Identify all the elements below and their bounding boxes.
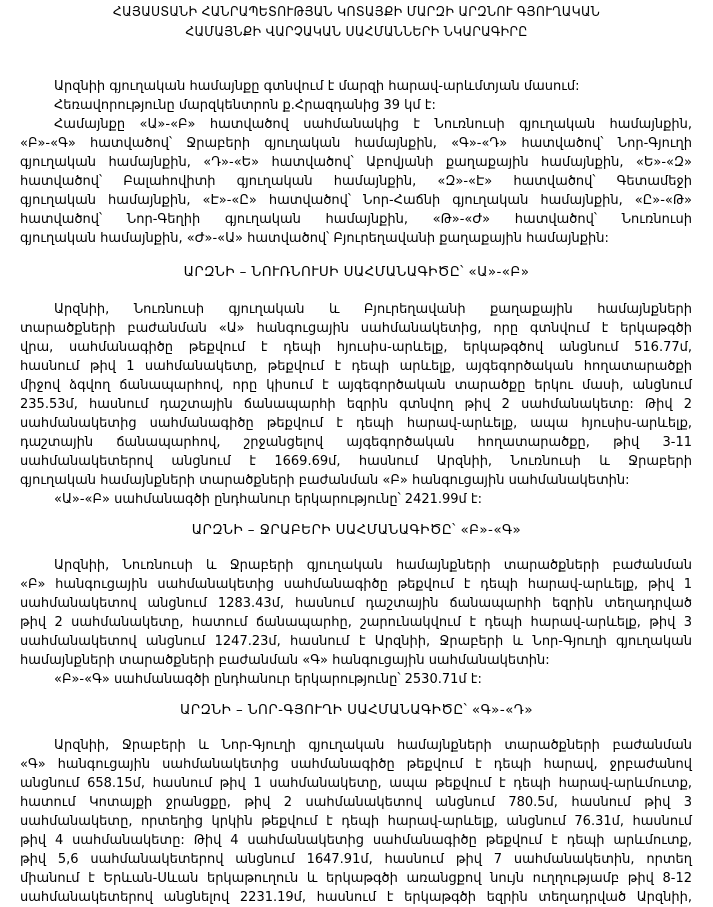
intro-line: հատվածով՝ Բալահովիտի գյուղական համայնքին, «Զ»-«Է» հատվածով՝ Գետամեջի xyxy=(20,174,692,189)
intro-line: Հեռավորությունը մարզկենտրոն ք.Հրազդանից 39 կմ է: xyxy=(54,98,436,113)
section-line: անցնում 658.15մ, հասնում թիվ 1 սահմանակետը, ապա թեքվում է դեպի հարավ-արևմուտք, xyxy=(20,776,692,791)
section-heading-b-g: ԱՐԶՆԻ – ՋՐԱԲԵՐԻ ՍԱՀՄԱՆԱԳԻԾԸ՝ «Բ»-«Գ» xyxy=(191,522,522,538)
section-line: «Գ» հանգուցային սահմանակետից սահմանագիծը թեքվում է դեպի հարավ, ջրբաժանով xyxy=(20,757,692,772)
section-line: թիվ 5,6 սահմանակետերով անցնում 1647.91մ, հասնում թիվ 7 սահմանակետին, որտեղ xyxy=(20,852,692,867)
section-line: 235.53մ, հասնում դաշտային ճանապարհի եզրին գտնվող թիվ 2 սահմանակետը: Թիվ 2 xyxy=(20,397,692,412)
intro-line: գյուղական համայնքին, «Դ»-«Ե» հատվածով՝ Աբովյանի քաղաքային համայնքին, «Ե»-«Զ» xyxy=(20,155,692,170)
section-line: Արզնիի, Նուռնուսի և Ջրաբերի գյուղական համայնքների տարածքների բաժանման xyxy=(54,558,692,573)
section-line: դաշտային ճանապարհով, շրջանցելով այգեգործական հողատարածքը, թիվ 3-11 xyxy=(20,435,692,450)
section-line: հատում Կոտայքի ջրանցքը, թիվ 2 սահմանակետով անցնում 780.5մ, հասնում թիվ 3 xyxy=(20,795,692,810)
section-line: սահմանակետերով անցնում է 1669.69մ, հասնում Արզնիի, Նուռնուսի և Ջրաբերի xyxy=(20,454,692,469)
section-line: միանում է Երևան-Սևան երկաթուղուն և երկաթգծի առանցքով նույն ուղղությամբ թիվ 8-12 xyxy=(20,871,692,886)
section-line: գյուղական համայնքների տարածքների բաժանման «Բ» հանգուցային սահմանակետին: xyxy=(20,473,630,488)
section-line: սահմանակետով անցնում 1283.43մ, հասնում դաշտային ճանապարհի եզրին տեղադրված xyxy=(20,596,692,611)
section-line: սահմանակետը, որտեղից կրկին թեքվում է դեպի հարավ-արևելք, անցնում 76.31մ, հասնում xyxy=(20,814,692,829)
intro-line: «Բ»-«Գ» հատվածով՝ Ջրաբերի գյուղական համայնքին, «Գ»-«Դ» հատվածով՝ Նոր-Գյուղի xyxy=(20,136,692,151)
section-line: սահմանակետերով անցնելով 2231.19մ, հասնում է երկաթգծի եզրին տեղադրված Արզնիի, xyxy=(20,890,692,905)
document-title-line-1: ՀԱՅԱՍՏԱՆԻ ՀԱՆՐԱՊԵՏՈՒԹՅԱՆ ԿՈՏԱՅՔԻ ՄԱՐԶԻ ԱՐԶՆՈՒ ԳՅՈՒՂԱԿԱՆ xyxy=(112,4,601,20)
intro-line: Արզնիի գյուղական համայնքը գտնվում է մարզի հարավ-արևմտյան մասում: xyxy=(54,79,580,94)
section-line: հասնում թիվ 1 սահմանակետը, թեքվում է դեպի արևելք, այգեգործական հողատարածքի xyxy=(20,359,692,374)
intro-line: գյուղական համայնքին, «Ժ»-«Ա» հատվածով՝ Բյուրեղավանի քաղաքային համայնքին: xyxy=(20,231,609,246)
document-title-line-2: ՀԱՄԱՅՆՔԻ ՎԱՐՉԱԿԱՆ ՍԱՀՄԱՆՆԵՐԻ ՆԿԱՐԱԳԻՐԸ xyxy=(185,24,528,40)
section-line: Արզնիի, Նուռնուսի գյուղական և Բյուրեղավանի քաղաքային համայնքների xyxy=(54,302,692,317)
intro-line: Համայնքը «Ա»-«Բ» հատվածով սահմանակից է Նուռնուսի գյուղական համայնքին, xyxy=(54,117,692,132)
section-line: Արզնիի, Ջրաբերի և Նոր-Գյուղի գյուղական համայնքների տարածքների բաժանման xyxy=(54,738,692,753)
section-line: միջով ձգվող ճանապարհով, որը կիսում է այգեգործական տարածքը երկու մասի, անցնում xyxy=(20,378,692,393)
section-total-b-g: «Բ»-«Գ» սահմանագծի ընդհանուր երկարությունը՝ 2530.71մ է: xyxy=(54,672,482,687)
intro-line: գյուղական համայնքին, «Է»-«Ը» հատվածով՝ Նոր-Հաճնի գյուղական համայնքին, «Ը»-«Թ» xyxy=(20,193,692,208)
section-total-a-b: «Ա»-«Բ» սահմանագծի ընդհանուր երկարությունը՝ 2421.99մ է: xyxy=(54,492,483,507)
section-line: սահմանակետից սահմանագիծը թեքվում է դեպի հարավ-արևելք, ապա հյուսիս-արևելք, xyxy=(20,416,692,431)
section-line: տարածքների բաժանման «Ա» հանգուցային սահմանակետից, որը գտնվում է երկաթգծի xyxy=(20,321,692,336)
intro-line: հատվածով՝ Նոր-Գեղիի գյուղական համայնքին, «Թ»-«Ժ» հատվածով՝ Նուռնուսի xyxy=(20,212,692,227)
section-line: համայնքների տարածքների բաժանման «Գ» հանգուցային սահմանակետին: xyxy=(20,653,550,668)
section-line: սահմանակետով անցնում 1247.23մ, հասնում է Արզնիի, Ջրաբերի և Նոր-Գյուղի գյուղական xyxy=(20,634,692,649)
section-heading-g-d: ԱՐԶՆԻ – ՆՈՐ-ԳՅՈՒՂԻ ՍԱՀՄԱՆԱԳԻԾԸ՝ «Գ»-«Դ» xyxy=(179,702,533,718)
section-line: «Բ» հանգուցային սահմանակետից սահմանագիծը թեքվում է դեպի հարավ-արևելք, թիվ 1 xyxy=(20,577,692,592)
section-line: վրա, սահմանագիծը թեքվում է դեպի հյուսիս-արևելք, երկաթգծով անցնում 516.77մ, xyxy=(20,340,692,355)
section-heading-a-b: ԱՐԶՆԻ – ՆՈՒՌՆՈՒՍԻ ՍԱՀՄԱՆԱԳԻԾԸ՝ «Ա»-«Բ» xyxy=(183,264,530,280)
section-line: թիվ 2 սահմանակետը, հատում ճանապարհը, շարունակվում է դեպի հարավ-արևելք, թիվ 3 xyxy=(20,615,692,630)
section-line: թիվ 4 սահմանակետը: Թիվ 4 սահմանակետից սահմանագիծը թեքվում է դեպի արևմուտք, xyxy=(20,833,692,848)
